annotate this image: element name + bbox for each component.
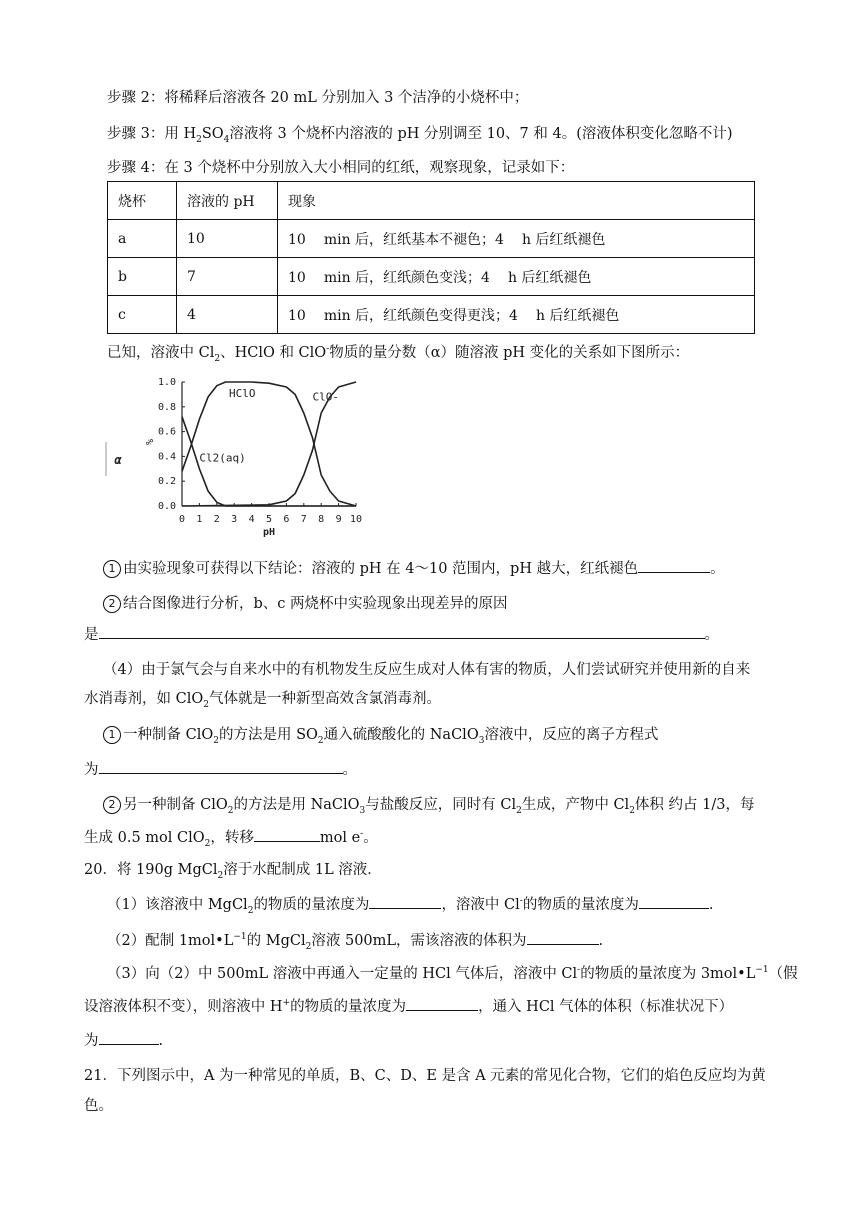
question-4-2-answer-line: 生成 0.5 mol ClO$_2$，转移 mol e-。 xyxy=(84,827,378,848)
question-2: 2 结合图像进行分析，b、c 两烧杯中实验现象出现差异的原因 xyxy=(103,594,508,614)
cell-beaker: b xyxy=(108,258,177,296)
x-tick-label: 8 xyxy=(318,514,325,525)
series-label: ClO- xyxy=(312,390,339,404)
question-20-2: （2）配制 $1mol•L^{-1}$的 MgCl$_2$溶液 500mL，需该溶液的体积为 . xyxy=(107,930,603,951)
question-20-title: 20．将 190g MgCl$_2$溶于水配制成 1L 溶液． xyxy=(84,862,382,881)
series-label: Cl2(aq) xyxy=(199,451,246,465)
circled-number: 1 xyxy=(103,726,121,744)
y-axis-label: α xyxy=(114,453,122,467)
question-4-1: 1 一种制备 ClO$_2$的方法是用 $SO_2$通入硫酸酸化的 NaClO$_3$溶液中，反应的离子方程式 xyxy=(103,725,658,745)
question-2-answer-line: 是 。 xyxy=(84,624,719,645)
question-21-line-1: 21．下列图示中，A 为一种常见的单质，B、C、D、E 是含 A 元素的常见化合物，它们的焰色反应均为黄 xyxy=(84,1068,766,1084)
step-2: 步骤 2：将稀释后溶液各 20 mL 分别加入 3 个洁净的小烧杯中； xyxy=(107,90,529,106)
answer-blank[interactable] xyxy=(99,759,343,774)
series-label: HClO xyxy=(228,386,256,400)
y-axis-unit: % xyxy=(143,438,154,446)
answer-blank[interactable] xyxy=(99,1030,159,1045)
header-beaker: 烧杯 xyxy=(108,182,177,220)
fraction-vs-ph-chart xyxy=(100,372,380,542)
table-row xyxy=(108,258,755,296)
known-statement: 已知，溶液中 $Cl_2$、HClO 和 ClO-物质的量分数（α）随溶液 pH 变化的关系如下图所示： xyxy=(107,344,690,364)
table-header-row xyxy=(108,182,755,220)
x-tick-label: 0 xyxy=(178,514,186,525)
question-1: 1 由实验现象可获得以下结论：溶液的 pH 在 4～10 范围内，pH 越大，红纸褪色 。 xyxy=(103,558,725,579)
step-4: 步骤 4：在 3 个烧杯中分别放入大小相同的红纸，观察现象，记录如下： xyxy=(107,160,575,176)
answer-blank[interactable] xyxy=(254,827,320,842)
part-4-line-1: （4）由于氯气会与自来水中的有机物发生反应生成对人体有害的物质，人们尝试研究并使用新的自来 xyxy=(103,662,751,678)
cell-beaker: c xyxy=(108,296,177,334)
step-3: 步骤 3：用 $H_2SO_4$溶液将 3 个烧杯内溶液的 pH 分别调至 10、7 和 4。(溶液体积变化忽略不计) xyxy=(107,126,733,145)
answer-blank[interactable] xyxy=(406,996,478,1011)
cell-ph: 10 xyxy=(177,220,278,258)
answer-blank[interactable] xyxy=(99,624,705,639)
question-20-3-line-3: 为 . xyxy=(84,1030,163,1051)
table-row xyxy=(108,296,755,334)
table-row xyxy=(108,220,755,258)
answer-blank[interactable] xyxy=(369,894,441,909)
question-20-3: （3）向（2）中 500mL 溶液中再通入一定量的 HCl 气体后，溶液中 Cl-的物质的量浓度为 $3mol•L^{-1}$（假 xyxy=(107,965,798,982)
question-20-3-line-2: 设溶液体积不变），则溶液中 H+的物质的量浓度为 ，通入 HCl 气体的体积（标准状况下） xyxy=(84,996,733,1017)
y-tick-label: 0.4 xyxy=(157,451,176,463)
cell-beaker: a xyxy=(108,220,177,258)
x-tick-label: 2 xyxy=(213,514,220,525)
circled-number: 1 xyxy=(103,560,121,578)
x-tick-label: 1 xyxy=(196,514,203,525)
cell-observation: 10 min 后，红纸颜色变得更浅；4 h 后红纸褪色 xyxy=(278,296,755,334)
x-axis-label: pH xyxy=(262,527,276,538)
header-ph: 溶液的 pH xyxy=(177,182,278,220)
circled-number: 2 xyxy=(103,595,121,613)
x-tick-label: 4 xyxy=(248,514,255,525)
y-tick-label: 0.2 xyxy=(157,476,176,488)
cell-ph: 4 xyxy=(177,296,278,334)
x-tick-label: 10 xyxy=(349,514,363,525)
x-tick-label: 5 xyxy=(265,514,273,525)
answer-blank[interactable] xyxy=(638,558,710,573)
question-4-2: 2 另一种制备 ClO$_2$的方法是用 NaClO$_3$与盐酸反应，同时有 $Cl_2$生成，产物中 $Cl_2$体积 约占 1/3，每 xyxy=(103,795,754,815)
cell-ph: 7 xyxy=(177,258,278,296)
question-21-line-2: 色。 xyxy=(84,1098,113,1114)
y-tick-label: 0.0 xyxy=(157,501,176,512)
answer-blank[interactable] xyxy=(639,894,709,909)
cell-observation: 10 min 后，红纸颜色变浅；4 h 后红纸褪色 xyxy=(278,258,755,296)
y-tick-label: 0.6 xyxy=(157,426,176,438)
observation-table xyxy=(107,181,755,334)
answer-blank[interactable] xyxy=(527,930,599,945)
x-tick-label: 9 xyxy=(335,514,342,525)
x-tick-label: 7 xyxy=(300,514,307,525)
question-4-1-answer-line: 为 。 xyxy=(84,759,357,780)
circled-number: 2 xyxy=(103,796,121,814)
x-tick-label: 6 xyxy=(283,514,290,525)
header-observation: 现象 xyxy=(278,182,755,220)
cell-observation: 10 min 后，红纸基本不褪色；4 h 后红纸褪色 xyxy=(278,220,755,258)
y-tick-label: 0.8 xyxy=(157,401,176,413)
x-tick-label: 3 xyxy=(231,514,238,525)
y-tick-label: 1.0 xyxy=(157,377,176,388)
part-4-line-2: 水消毒剂，如 ClO$_2$气体就是一种新型高效含氯消毒剂。 xyxy=(84,691,441,710)
question-20-1: （1）该溶液中 MgCl$_2$的物质的量浓度为 ，溶液中 Cl-的物质的量浓度为 . xyxy=(107,894,713,915)
